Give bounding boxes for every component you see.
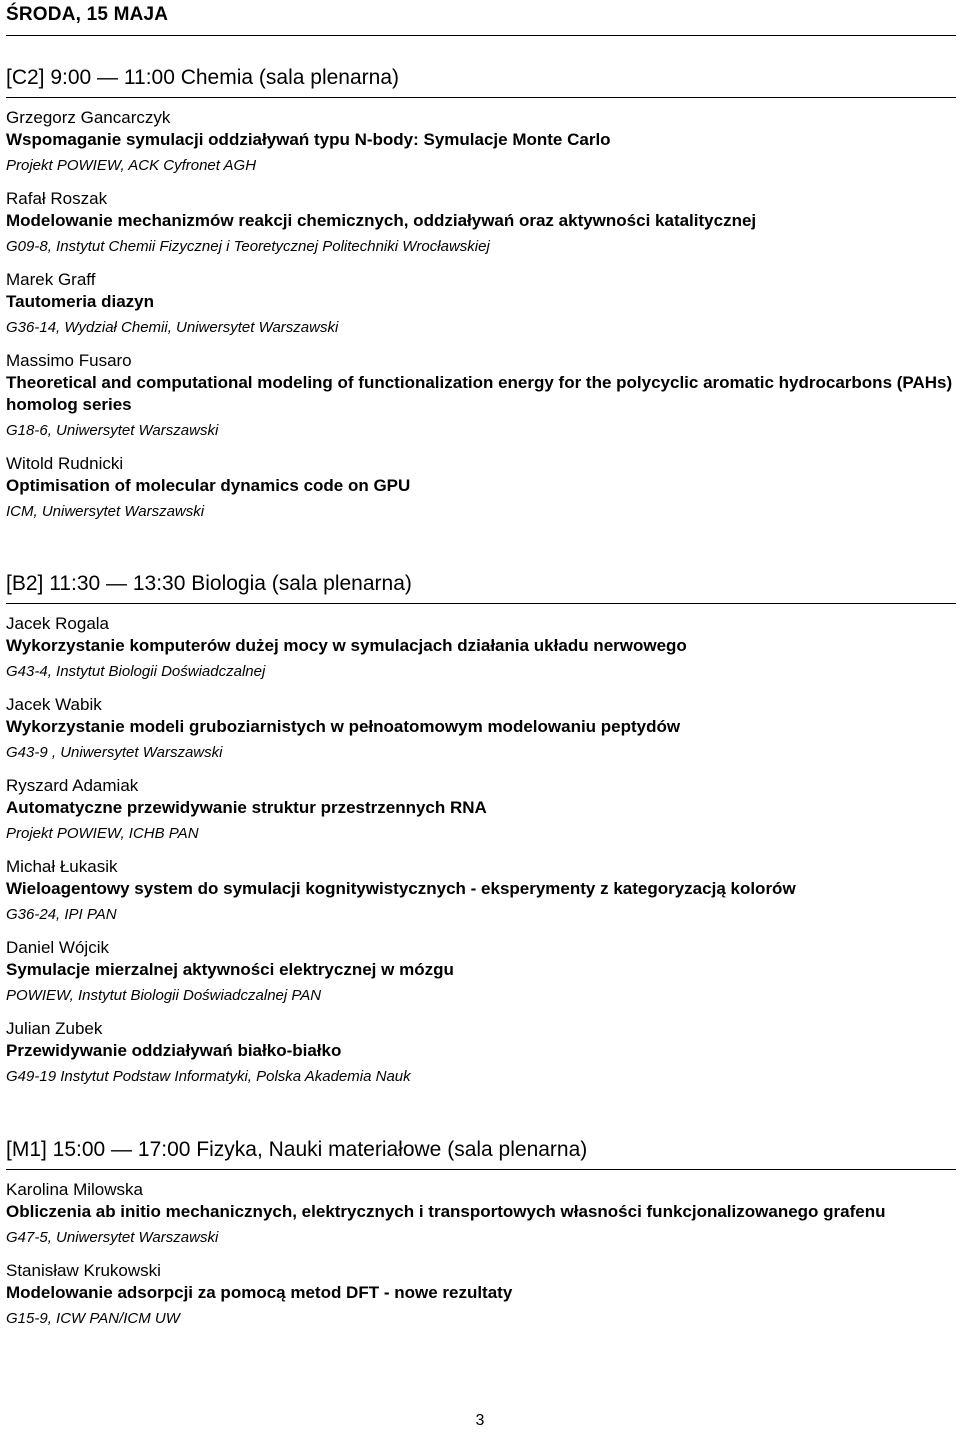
talk-affiliation: G43-4, Instytut Biologii Doświadczalnej [6, 663, 266, 680]
session-title: [C2] 9:00 — 11:00 Chemia (sala plenarna) [6, 66, 956, 98]
talk-affiliation: G09-8, Instytut Chemii Fizycznej i Teoretycznej Politechniki Wrocławskiej [6, 238, 490, 255]
talk-title: Wspomaganie symulacji oddziaływań typu N-body: Symulacje Monte Carlo [6, 130, 611, 149]
talk-affiliation: G36-24, IPI PAN [6, 906, 117, 923]
talk-author: Julian Zubek [6, 1019, 103, 1038]
session-title: [B2] 11:30 — 13:30 Biologia (sala plenarna) [6, 572, 956, 604]
talk-affiliation: Projekt POWIEW, ACK Cyfronet AGH [6, 157, 257, 174]
talk-affiliation: ICM, Uniwersytet Warszawski [6, 503, 205, 520]
talk-item [6, 107, 956, 177]
talk-item [6, 453, 956, 523]
session-title: [M1] 15:00 — 17:00 Fizyka, Nauki materiałowe (sala plenarna) [6, 1138, 956, 1170]
talk-item [6, 350, 956, 442]
talk-title: Wykorzystanie komputerów dużej mocy w symulacjach działania układu nerwowego [6, 636, 687, 655]
session-chemia [6, 66, 956, 534]
talk-title: Przewidywanie oddziaływań białko-białko [6, 1041, 342, 1060]
page-number: 3 [475, 1412, 485, 1429]
talk-author: Grzegorz Gancarczyk [6, 108, 171, 127]
talk-author: Rafał Roszak [6, 189, 108, 208]
talk-affiliation: Projekt POWIEW, ICHB PAN [6, 825, 199, 842]
talk-author: Massimo Fusaro [6, 351, 132, 370]
talk-title: Wykorzystanie modeli gruboziarnistych w pełnoatomowym modelowaniu peptydów [6, 717, 681, 736]
talk-author: Jacek Wabik [6, 695, 102, 714]
talk-item [6, 1260, 956, 1330]
talk-item [6, 1179, 956, 1249]
talk-affiliation: G47-5, Uniwersytet Warszawski [6, 1229, 219, 1246]
talk-affiliation: G49-19 Instytut Podstaw Informatyki, Polska Akademia Nauk [6, 1068, 411, 1085]
session-fizyka [6, 1138, 956, 1341]
talk-author: Michał Łukasik [6, 857, 118, 876]
talk-author: Marek Graff [6, 270, 96, 289]
talk-item [6, 856, 956, 926]
talk-affiliation: G43-9 , Uniwersytet Warszawski [6, 744, 223, 761]
talk-title: Wieloagentowy system do symulacji kognitywistycznych - eksperymenty z kategoryzacją kolorów [6, 879, 796, 898]
talk-author: Stanisław Krukowski [6, 1261, 161, 1280]
talk-author: Ryszard Adamiak [6, 776, 139, 795]
talk-author: Karolina Milowska [6, 1180, 143, 1199]
talk-item [6, 188, 956, 258]
talk-title: Symulacje mierzalnej aktywności elektrycznej w mózgu [6, 960, 454, 979]
talk-item [6, 269, 956, 339]
talk-title: Modelowanie mechanizmów reakcji chemicznych, oddziaływań oraz aktywności katalitycznej [6, 211, 757, 230]
talk-item [6, 613, 956, 683]
talk-author: Daniel Wójcik [6, 938, 109, 957]
talk-author: Jacek Rogala [6, 614, 110, 633]
talk-title: Theoretical and computational modeling of functionalization energy for the polycyclic aromatic hydrocarbons (PAHs) homolog series [6, 373, 953, 414]
talk-affiliation: G36-14, Wydział Chemii, Uniwersytet Warszawski [6, 319, 339, 336]
talk-affiliation: G15-9, ICW PAN/ICM UW [6, 1310, 180, 1327]
talk-title: Tautomeria diazyn [6, 292, 154, 311]
session-biologia [6, 572, 956, 1099]
talk-item [6, 1018, 956, 1088]
talk-author: Witold Rudnicki [6, 454, 124, 473]
talk-title: Optimisation of molecular dynamics code on GPU [6, 476, 411, 495]
talk-item [6, 694, 956, 764]
talk-title: Obliczenia ab initio mechanicznych, elektrycznych i transportowych własności funkcjonalizowanego grafenu [6, 1202, 886, 1221]
talk-item [6, 775, 956, 845]
talk-affiliation: POWIEW, Instytut Biologii Doświadczalnej PAN [6, 987, 322, 1004]
talk-item [6, 937, 956, 1007]
talk-title: Automatyczne przewidywanie struktur przestrzennych RNA [6, 798, 487, 817]
talk-affiliation: G18-6, Uniwersytet Warszawski [6, 422, 219, 439]
talk-title: Modelowanie adsorpcji za pomocą metod DFT - nowe rezultaty [6, 1283, 513, 1302]
day-header: ŚRODA, 15 MAJA [6, 4, 956, 36]
